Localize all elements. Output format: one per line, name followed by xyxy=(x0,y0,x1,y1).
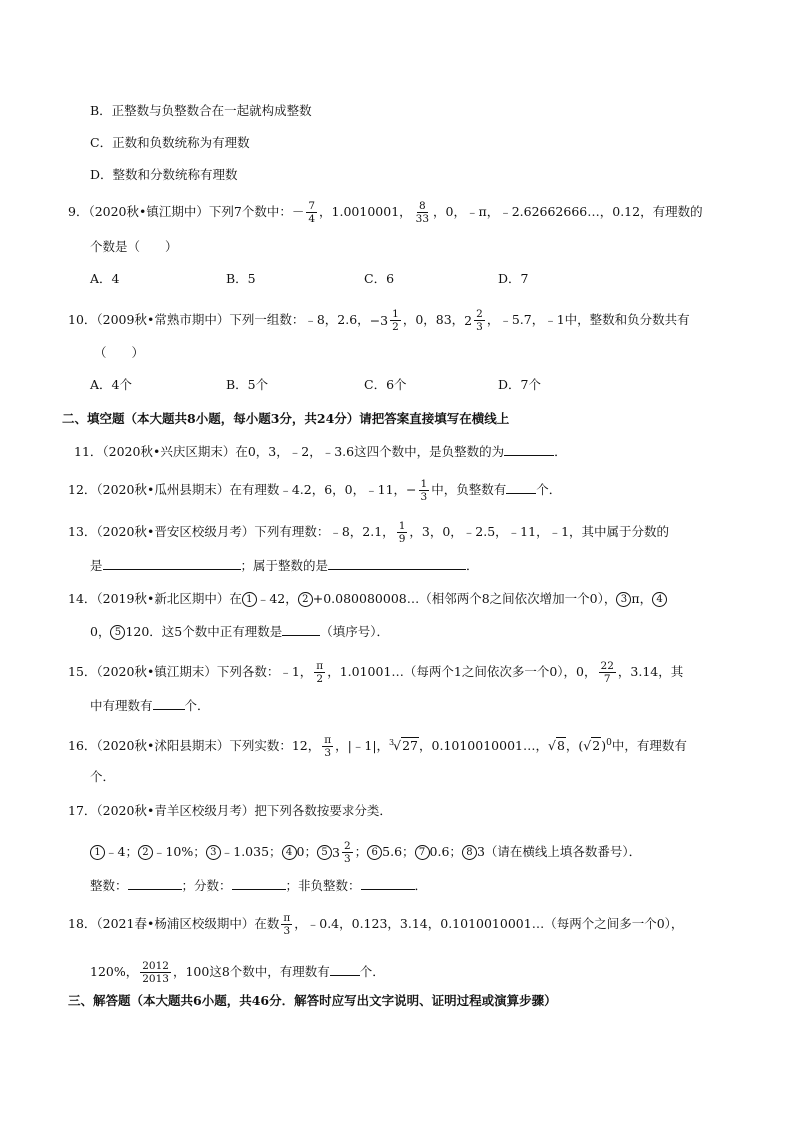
circled-number: 5 xyxy=(317,845,332,860)
q8-option-c: C．正数和负数统称为有理数 xyxy=(90,135,250,150)
q10-option-d: D．7个 xyxy=(498,377,541,392)
q13-stem: 13．（2020秋•晋安区校级月考）下列有理数：﹣8，2.1， $\frac{1}{9}$ ，3，0，﹣2.5，﹣11，﹣1，其中属于分数的 xyxy=(68,520,670,545)
answer-blank-fractions[interactable] xyxy=(232,876,286,890)
answer-blank-fractions[interactable] xyxy=(103,556,241,570)
fraction: $\frac{1}{9}$ xyxy=(398,520,406,545)
mixed-number: 3 $\frac{2}{3}$ xyxy=(332,840,351,865)
q9-stem: 9．（2020秋•镇江期中）下列7个数中：－ $\frac{7}{4}$ ，1.0010001， $\frac{8}{33}$ ，0，﹣π，﹣2.62662666…，0.12，有理数的 xyxy=(68,200,703,225)
q9-option-d: D．7 xyxy=(498,271,529,286)
q9-option-a: A．4 xyxy=(90,271,120,286)
q10-stem: 10．（2009秋•常熟市期中）下列一组数：﹣8，2.6， − 3 $\frac{1}{2}$ ，0，83， 2 $\frac{2}{3}$ ，﹣5.7，﹣1中，整数和负分数共有 xyxy=(68,308,690,333)
q14-stem-line2: 0， 5 120．这5个数中正有理数是 （填序号）． xyxy=(90,624,390,639)
q16-stem: 16．（2020秋•沭阳县期末）下列实数：12， $\frac{\pi}{3}$ ，|﹣1|，$^3$√27，0.1010010001…，√8，$(√2)^0$中，有理数有 xyxy=(68,734,687,760)
fraction: $\frac{8}{33}$ xyxy=(415,200,430,225)
circled-number: 3 xyxy=(616,592,631,607)
circled-number: 6 xyxy=(367,845,382,860)
q10-option-b: B．5个 xyxy=(226,377,269,392)
q9-option-b: B．5 xyxy=(226,271,256,286)
circled-number: 3 xyxy=(206,845,221,860)
q18-stem-line2: 120%， $\frac{2012}{2013}$ ，100这8个数中，有理数有 个． xyxy=(90,960,385,985)
answer-blank[interactable] xyxy=(506,480,536,494)
answer-blank[interactable] xyxy=(282,622,320,636)
fraction: $\frac{22}{7}$ xyxy=(600,660,614,685)
circled-number: 1 xyxy=(242,592,257,607)
q10-option-c: C．6个 xyxy=(364,377,407,392)
mixed-number: 2 $\frac{2}{3}$ xyxy=(464,308,483,333)
q16-stem-line2: 个． xyxy=(90,769,116,784)
q10-stem-line2: （ ） xyxy=(94,345,145,360)
q12-stem: 12．（2020秋•瓜州县期末）在有理数﹣4.2，6，0，﹣11，− $\frac{1}{3}$ 中，负整数有 个． xyxy=(68,478,562,503)
square-root: √2 xyxy=(583,738,601,754)
circled-number: 4 xyxy=(652,592,667,607)
q13-stem-line2: 是 ；属于整数的是 ． xyxy=(90,558,479,573)
q14-stem: 14．（2019秋•新北区期中）在 1 ﹣42， 2 +0.080080008…（相邻两个8之间依次增加一个0）， 3 π， 4 xyxy=(68,590,667,608)
q17-numbers: 1 ﹣4； 2 ﹣10%； 3 ﹣1.035； 4 0； 5 3 $\frac{2}{3}$ ； 6 5.6； 7 0.6； 8 3（请在横线上填各数番号）． xyxy=(90,840,641,865)
answer-blank[interactable] xyxy=(330,962,360,976)
circled-number: 2 xyxy=(138,845,153,860)
q15-stem-line2: 中有理数有 个． xyxy=(90,698,210,713)
circled-number: 7 xyxy=(415,845,430,860)
q17-answer-line: 整数： ；分数： ；非负整数： ． xyxy=(90,878,428,893)
circled-number: 8 xyxy=(462,845,477,860)
answer-blank[interactable] xyxy=(153,696,185,710)
answer-blank-integers[interactable] xyxy=(128,876,182,890)
circled-number: 4 xyxy=(282,845,297,860)
q18-stem: 18．（2021春•杨浦区校级期中）在数 $\frac{\pi}{3}$ ，﹣0.4，0.123，3.14，0.1010010001…（每两个之间多一个0）， xyxy=(68,912,684,937)
section-heading-solutions: 三、解答题（本大题共6小题，共46分．解答时应写出文字说明、证明过程或演算步骤） xyxy=(68,993,557,1008)
fraction: $\frac{\pi}{2}$ xyxy=(316,660,324,685)
square-root: √8 xyxy=(547,738,565,754)
fraction: $\frac{\pi}{3}$ xyxy=(283,912,291,937)
circled-number: 1 xyxy=(90,845,105,860)
fraction: $\frac{\pi}{3}$ xyxy=(324,734,332,760)
fraction: $\frac{2012}{2013}$ xyxy=(142,960,169,985)
mixed-number: − 3 $\frac{1}{2}$ xyxy=(369,308,399,333)
circled-number: 5 xyxy=(110,625,125,640)
q9-stem-line2: 个数是（ ） xyxy=(90,239,178,254)
q17-title: 17．（2020秋•青羊区校级月考）把下列各数按要求分类． xyxy=(68,803,392,818)
answer-blank-integers[interactable] xyxy=(328,556,466,570)
circled-number: 2 xyxy=(298,592,313,607)
section-heading-fill-in: 二、填空题（本大题共8小题，每小题3分，共24分）请把答案直接填写在横线上 xyxy=(62,411,510,426)
fraction: $\frac{1}{3}$ xyxy=(420,478,428,503)
q8-option-d: D．整数和分数统称有理数 xyxy=(90,167,238,182)
q10-option-a: A．4个 xyxy=(90,377,132,392)
q8-option-b: B．正整数与负整数合在一起就构成整数 xyxy=(90,103,312,118)
q9-option-c: C．6 xyxy=(364,271,395,286)
cube-root: $^3$√27 xyxy=(389,738,419,754)
q11-stem: 11．（2020秋•兴庆区期末）在0，3，﹣2，﹣3.6这四个数中，是负整数的为 ． xyxy=(74,444,567,459)
fraction: $\frac{7}{4}$ xyxy=(308,200,316,225)
q15-stem: 15．（2020秋•镇江期末）下列各数：﹣1， $\frac{\pi}{2}$ ，1.01001…（每两个1之间依次多一个0），0， $\frac{22}{7}$ ，3.14，其 xyxy=(68,660,684,685)
answer-blank[interactable] xyxy=(504,442,554,456)
answer-blank-nonneg-integers[interactable] xyxy=(361,876,415,890)
